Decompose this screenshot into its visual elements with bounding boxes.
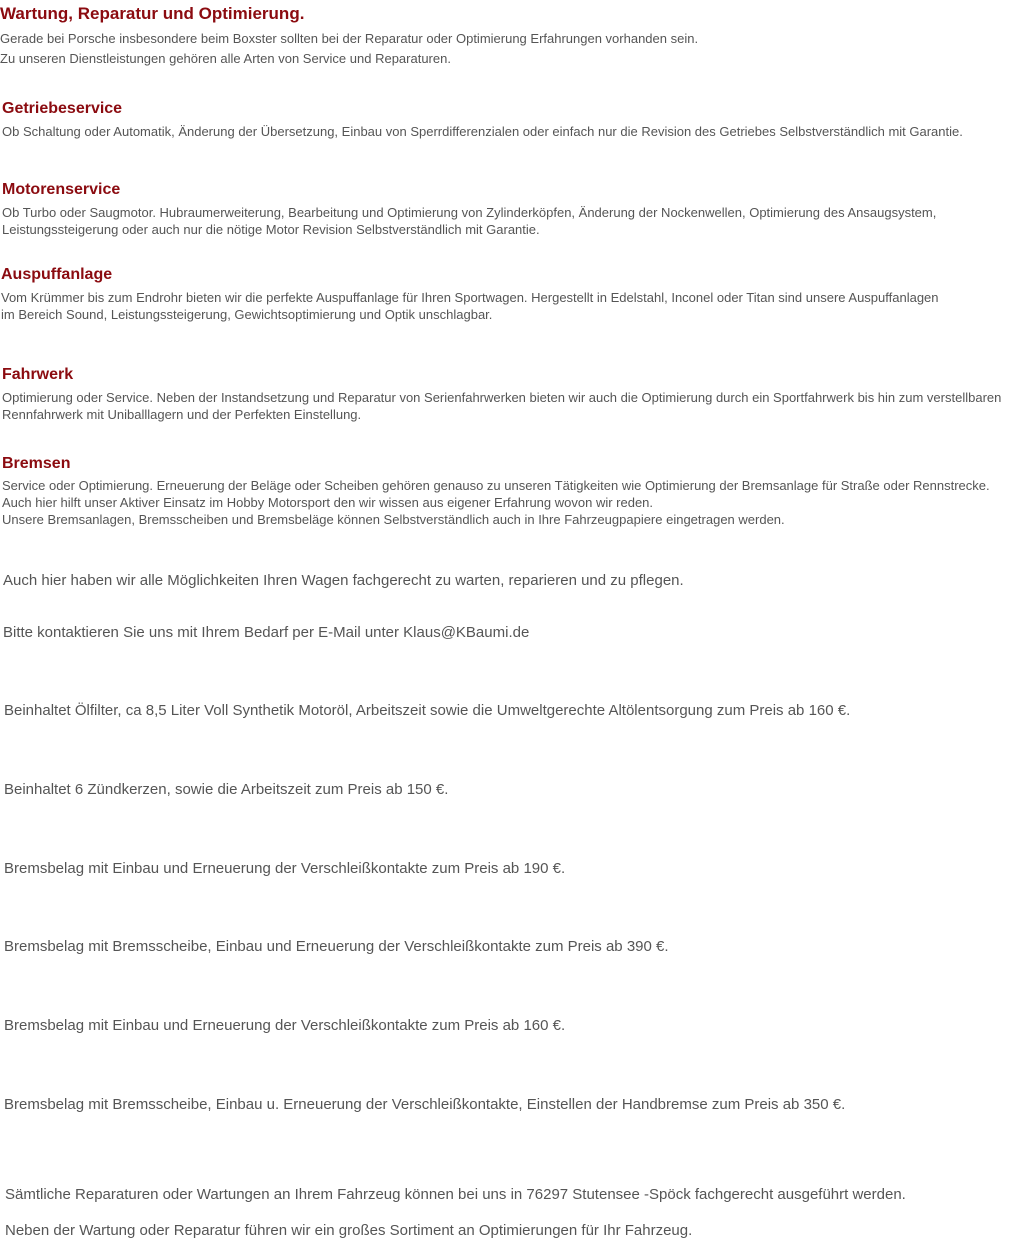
section-text-bremsen-2: Unsere Bremsanlagen, Bremsscheiben und Bremsbeläge können Selbstverständlich auch in Ihre Fahrzeugpapiere eingetragen werden. (2, 512, 785, 527)
intro-text-1: Gerade bei Porsche insbesondere beim Boxster sollten bei der Reparatur oder Optimierung Erfahrungen vorhanden sein. (0, 31, 699, 46)
contact-text: Bitte kontaktieren Sie uns mit Ihrem Bedarf per E-Mail unter Klaus@KBaumi.de (3, 624, 530, 641)
offer-item: Beinhaltet 6 Zündkerzen, sowie die Arbeitszeit zum Preis ab 150 €. (4, 781, 449, 798)
section-text-fahrwerk: Optimierung oder Service. Neben der Instandsetzung und Reparatur von Serienfahrwerken bieten wir auch die Optimierung durch ein Sportfahrwerk bis hin zum verstellbaren Rennfahrwerk mit Uniballlagern und der Perfekten Einstellung. (2, 390, 1002, 422)
page-title: Wartung, Reparatur und Optimierung. (0, 4, 305, 23)
section-text-auspuffanlage: Vom Krümmer bis zum Endrohr bieten wir die perfekte Auspuffanlage für Ihren Sportwagen. Hergestellt in Edelstahl, Inconel oder Titan sind unsere Auspuffanlagen im Bereich Sound, Leistungssteigerung, Gewichtsoptimierung und Optik unschlagbar. (1, 290, 939, 322)
offer-item: Bremsbelag mit Einbau und Erneuerung der Verschleißkontakte zum Preis ab 190 €. (4, 860, 566, 877)
footer-text-2: Neben der Wartung oder Reparatur führen wir ein großes Sortiment an Optimierungen für Ihr Fahrzeug. (5, 1222, 693, 1239)
footer-text-1: Sämtliche Reparaturen oder Wartungen an Ihrem Fahrzeug können bei uns in 76297 Stutensee -Spöck fachgerecht ausgeführt werden. (5, 1186, 906, 1203)
section-heading-getriebeservice: Getriebeservice (2, 100, 123, 117)
intro-text-2: Zu unseren Dienstleistungen gehören alle Arten von Service und Reparaturen. (0, 51, 451, 66)
section-text-bremsen: Service oder Optimierung. Erneuerung der Beläge oder Scheiben gehören genauso zu unseren Tätigkeiten wie Optimierung der Bremsanlage für Straße oder Rennstrecke. Auch hier hilft unser Aktiver Einsatz im Hobby Motorsport den wir wissen aus eigener Erfahrung wovon wir reden. (2, 478, 990, 510)
offer-item: Beinhaltet Ölfilter, ca 8,5 Liter Voll Synthetik Motoröl, Arbeitszeit sowie die Umweltgerechte Altölentsorgung zum Preis ab 160 €. (4, 702, 851, 719)
offer-item: Bremsbelag mit Bremsscheibe, Einbau und Erneuerung der Verschleißkontakte zum Preis ab 390 €. (4, 938, 669, 955)
section-heading-fahrwerk: Fahrwerk (2, 366, 74, 383)
offer-item: Bremsbelag mit Bremsscheibe, Einbau u. Erneuerung der Verschleißkontakte, Einstellen der Handbremse zum Preis ab 350 €. (4, 1096, 846, 1113)
section-text-getriebeservice: Ob Schaltung oder Automatik, Änderung der Übersetzung, Einbau von Sperrdifferenzialen oder einfach nur die Revision des Getriebes Selbstverständlich mit Garantie. (2, 124, 963, 139)
section-heading-auspuffanlage: Auspuffanlage (1, 266, 113, 283)
section-heading-bremsen: Bremsen (2, 455, 71, 472)
closing-text: Auch hier haben wir alle Möglichkeiten Ihren Wagen fachgerecht zu warten, reparieren und zu pflegen. (3, 572, 684, 589)
offer-item: Bremsbelag mit Einbau und Erneuerung der Verschleißkontakte zum Preis ab 160 €. (4, 1017, 566, 1034)
section-text-motorenservice: Ob Turbo oder Saugmotor. Hubraumerweiterung, Bearbeitung und Optimierung von Zylinderköpfen, Änderung der Nockenwellen, Optimierung des Ansaugsystem, Leistungssteigerung oder auch nur die nötige Motor Revision Selbstverständlich mit Garantie. (2, 205, 937, 237)
section-heading-motorenservice: Motorenservice (2, 181, 121, 198)
